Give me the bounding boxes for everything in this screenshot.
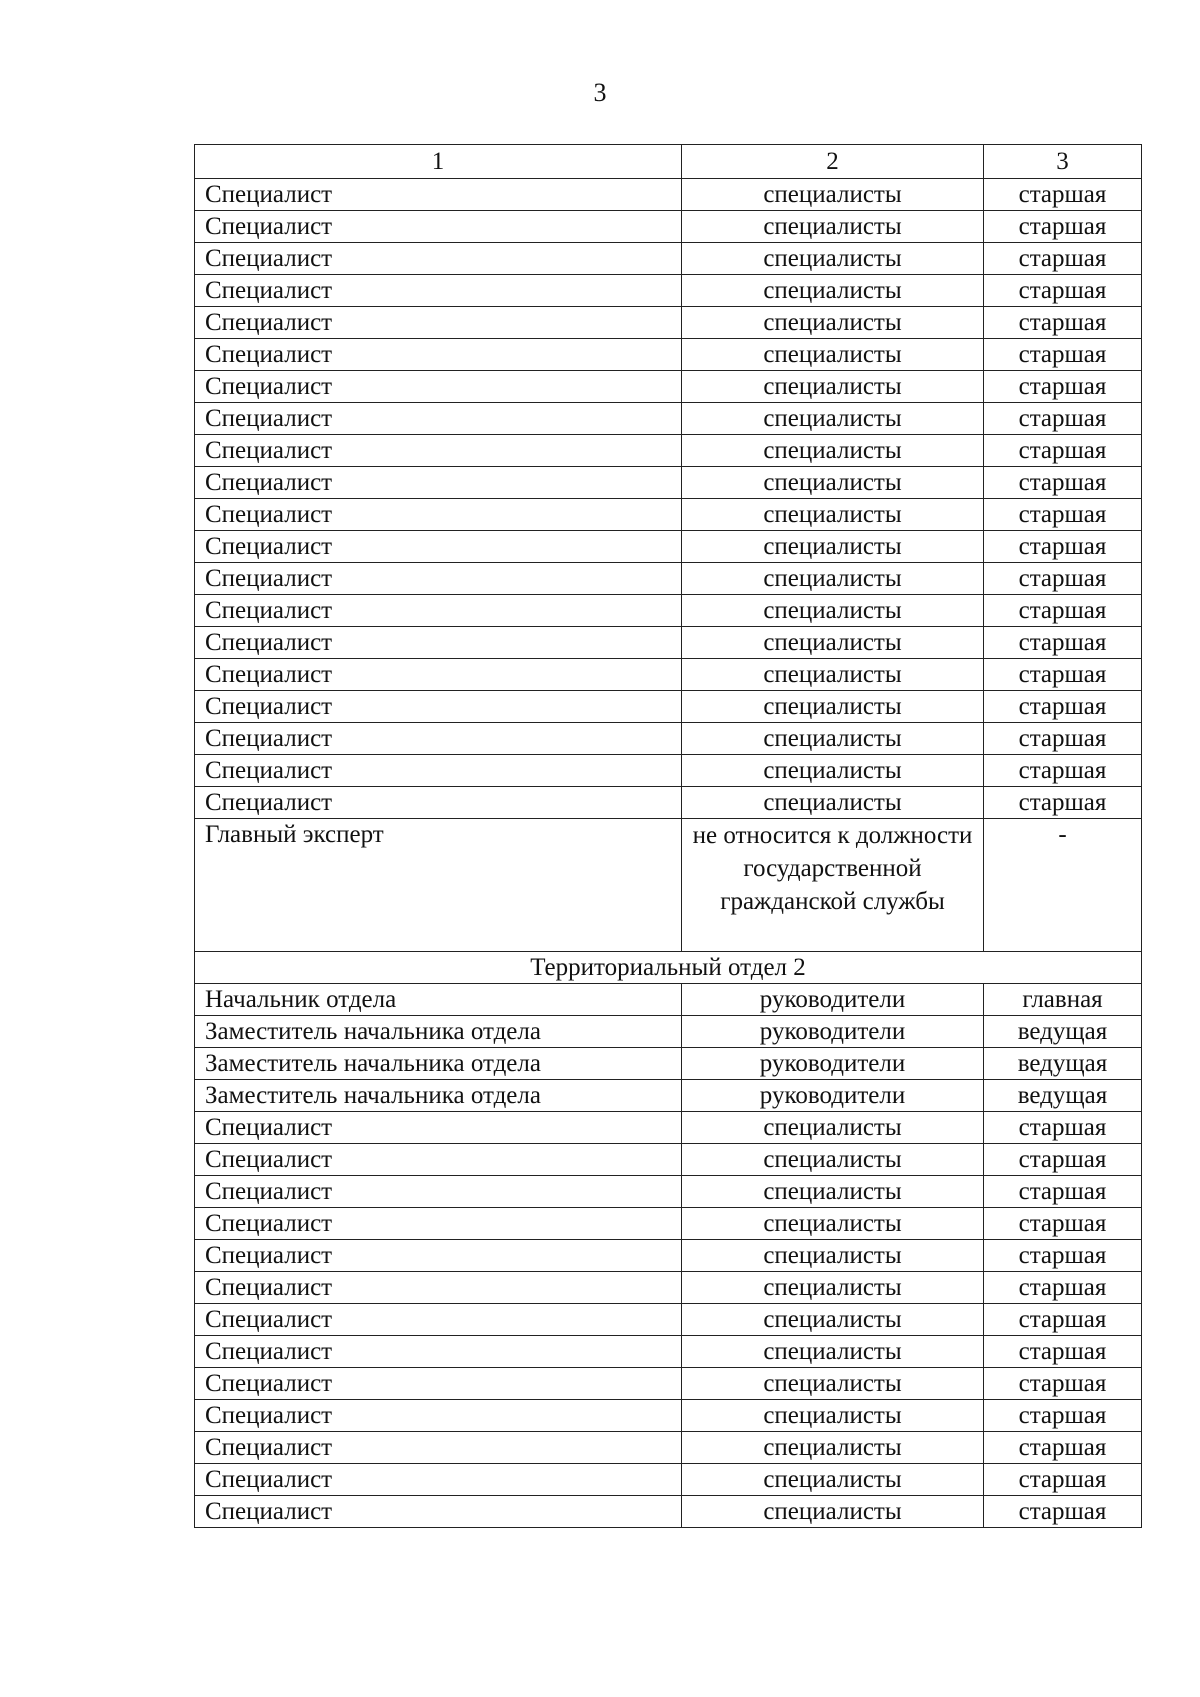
position-title-cell: Специалист (195, 179, 682, 211)
category-cell: специалисты (682, 1336, 984, 1368)
page-number: 3 (593, 78, 607, 107)
category-cell: специалисты (682, 435, 984, 467)
group-cell: ведущая (984, 1080, 1142, 1112)
table-row (195, 1048, 1142, 1080)
category-cell: специалисты (682, 691, 984, 723)
group-cell: старшая (984, 339, 1142, 371)
section-row (195, 952, 1142, 984)
group-cell: ведущая (984, 1048, 1142, 1080)
group-cell: старшая (984, 1432, 1142, 1464)
position-title-cell: Специалист (195, 499, 682, 531)
group-cell: старшая (984, 1112, 1142, 1144)
table-row (195, 691, 1142, 723)
header-col-2: 2 (682, 145, 984, 179)
position-title-cell: Специалист (195, 1176, 682, 1208)
table-row (195, 1496, 1142, 1528)
group-cell: старшая (984, 1144, 1142, 1176)
position-title-cell: Специалист (195, 723, 682, 755)
category-cell: специалисты (682, 243, 984, 275)
group-cell: ведущая (984, 1016, 1142, 1048)
position-title-cell: Специалист (195, 1432, 682, 1464)
group-cell: старшая (984, 1240, 1142, 1272)
group-cell: старшая (984, 179, 1142, 211)
category-cell: специалисты (682, 531, 984, 563)
table-row (195, 1336, 1142, 1368)
position-title-cell: Специалист (195, 339, 682, 371)
table-row (195, 1240, 1142, 1272)
category-cell: специалисты (682, 755, 984, 787)
group-cell: старшая (984, 1496, 1142, 1528)
category-cell: специалисты (682, 787, 984, 819)
group-cell: старшая (984, 307, 1142, 339)
position-title-cell: Специалист (195, 1112, 682, 1144)
category-cell: специалисты (682, 371, 984, 403)
category-cell: специалисты (682, 1208, 984, 1240)
category-cell: руководители (682, 1048, 984, 1080)
table-row (195, 1112, 1142, 1144)
group-cell: старшая (984, 243, 1142, 275)
category-cell: специалисты (682, 467, 984, 499)
position-title-cell: Специалист (195, 467, 682, 499)
position-title-cell: Специалист (195, 531, 682, 563)
table-row (195, 755, 1142, 787)
position-title-cell: Начальник отдела (195, 984, 682, 1016)
group-cell: старшая (984, 787, 1142, 819)
table-row (195, 1400, 1142, 1432)
category-cell: специалисты (682, 595, 984, 627)
table-row (195, 339, 1142, 371)
group-cell: старшая (984, 1304, 1142, 1336)
table-row (195, 1464, 1142, 1496)
group-cell: главная (984, 984, 1142, 1016)
position-title-cell: Специалист (195, 1144, 682, 1176)
header-col-3: 3 (984, 145, 1142, 179)
group-cell: старшая (984, 1176, 1142, 1208)
header-col-1: 1 (195, 145, 682, 179)
table-row (195, 179, 1142, 211)
table-row (195, 1368, 1142, 1400)
table-row (195, 1176, 1142, 1208)
category-cell: специалисты (682, 1176, 984, 1208)
group-cell: старшая (984, 1272, 1142, 1304)
group-cell: старшая (984, 371, 1142, 403)
group-cell: старшая (984, 531, 1142, 563)
group-cell: старшая (984, 1368, 1142, 1400)
group-cell: старшая (984, 595, 1142, 627)
table-row (195, 1144, 1142, 1176)
table-row (195, 275, 1142, 307)
category-cell: специалисты (682, 1112, 984, 1144)
category-cell: специалисты (682, 307, 984, 339)
position-title-cell: Специалист (195, 691, 682, 723)
position-title-cell: Специалист (195, 787, 682, 819)
position-title-cell: Специалист (195, 755, 682, 787)
position-title-cell: Специалист (195, 1496, 682, 1528)
group-cell: старшая (984, 691, 1142, 723)
position-title-cell: Специалист (195, 275, 682, 307)
table-row (195, 403, 1142, 435)
position-title-cell: Главный эксперт (195, 819, 682, 952)
position-title-cell: Специалист (195, 563, 682, 595)
position-title-cell: Специалист (195, 211, 682, 243)
position-title-cell: Специалист (195, 1240, 682, 1272)
table-row (195, 1208, 1142, 1240)
table-row (195, 1432, 1142, 1464)
category-cell: специалисты (682, 275, 984, 307)
group-cell: старшая (984, 1208, 1142, 1240)
table-row (195, 627, 1142, 659)
table-row (195, 531, 1142, 563)
position-title-cell: Специалист (195, 243, 682, 275)
category-cell: специалисты (682, 1272, 984, 1304)
group-cell: старшая (984, 627, 1142, 659)
group-cell: старшая (984, 211, 1142, 243)
position-title-cell: Специалист (195, 1400, 682, 1432)
group-cell: старшая (984, 1400, 1142, 1432)
position-title-cell: Заместитель начальника отдела (195, 1016, 682, 1048)
table-row (195, 984, 1142, 1016)
positions-table (194, 144, 1142, 1528)
category-cell: специалисты (682, 659, 984, 691)
table-row (195, 1016, 1142, 1048)
category-cell: специалисты (682, 403, 984, 435)
table-row (195, 211, 1142, 243)
group-cell: старшая (984, 467, 1142, 499)
table-row (195, 1080, 1142, 1112)
category-cell: специалисты (682, 499, 984, 531)
group-cell: старшая (984, 563, 1142, 595)
group-cell: старшая (984, 403, 1142, 435)
group-cell: старшая (984, 499, 1142, 531)
category-cell: руководители (682, 1080, 984, 1112)
group-cell: старшая (984, 755, 1142, 787)
table-row (195, 723, 1142, 755)
position-title-cell: Специалист (195, 1272, 682, 1304)
table-row (195, 787, 1142, 819)
category-cell: специалисты (682, 179, 984, 211)
category-cell: специалисты (682, 627, 984, 659)
position-title-cell: Заместитель начальника отдела (195, 1080, 682, 1112)
position-title-cell: Специалист (195, 1208, 682, 1240)
position-title-cell: Специалист (195, 403, 682, 435)
position-title-cell: Специалист (195, 1464, 682, 1496)
category-cell: специалисты (682, 1144, 984, 1176)
category-cell: специалисты (682, 563, 984, 595)
position-title-cell: Заместитель начальника отдела (195, 1048, 682, 1080)
category-cell: специалисты (682, 339, 984, 371)
category-cell: специалисты (682, 1464, 984, 1496)
group-cell: старшая (984, 723, 1142, 755)
position-title-cell: Специалист (195, 1336, 682, 1368)
group-cell: - (984, 819, 1142, 952)
table-row (195, 595, 1142, 627)
category-cell: специалисты (682, 1432, 984, 1464)
category-cell: не относится к должности государственной гражданской службы (682, 819, 984, 952)
group-cell: старшая (984, 659, 1142, 691)
position-title-cell: Специалист (195, 1304, 682, 1336)
group-cell: старшая (984, 275, 1142, 307)
table-row (195, 435, 1142, 467)
group-cell: старшая (984, 1336, 1142, 1368)
expert-row (195, 819, 1142, 952)
table-row (195, 563, 1142, 595)
table-row (195, 1304, 1142, 1336)
table-row (195, 499, 1142, 531)
position-title-cell: Специалист (195, 371, 682, 403)
table-row (195, 371, 1142, 403)
category-cell: специалисты (682, 723, 984, 755)
category-cell: руководители (682, 984, 984, 1016)
category-cell: специалисты (682, 211, 984, 243)
table-row (195, 243, 1142, 275)
category-cell: специалисты (682, 1400, 984, 1432)
position-title-cell: Специалист (195, 307, 682, 339)
positions-table-body (195, 145, 1142, 1528)
table-row (195, 659, 1142, 691)
position-title-cell: Специалист (195, 627, 682, 659)
table-row (195, 1272, 1142, 1304)
table-row (195, 467, 1142, 499)
position-title-cell: Специалист (195, 595, 682, 627)
group-cell: старшая (984, 1464, 1142, 1496)
group-cell: старшая (984, 435, 1142, 467)
table-header-row (195, 145, 1142, 179)
category-cell: специалисты (682, 1368, 984, 1400)
category-cell: специалисты (682, 1240, 984, 1272)
category-cell: специалисты (682, 1304, 984, 1336)
section-title: Территориальный отдел 2 (195, 952, 1142, 984)
position-title-cell: Специалист (195, 435, 682, 467)
position-title-cell: Специалист (195, 1368, 682, 1400)
category-cell: специалисты (682, 1496, 984, 1528)
category-cell: руководители (682, 1016, 984, 1048)
position-title-cell: Специалист (195, 659, 682, 691)
table-row (195, 307, 1142, 339)
